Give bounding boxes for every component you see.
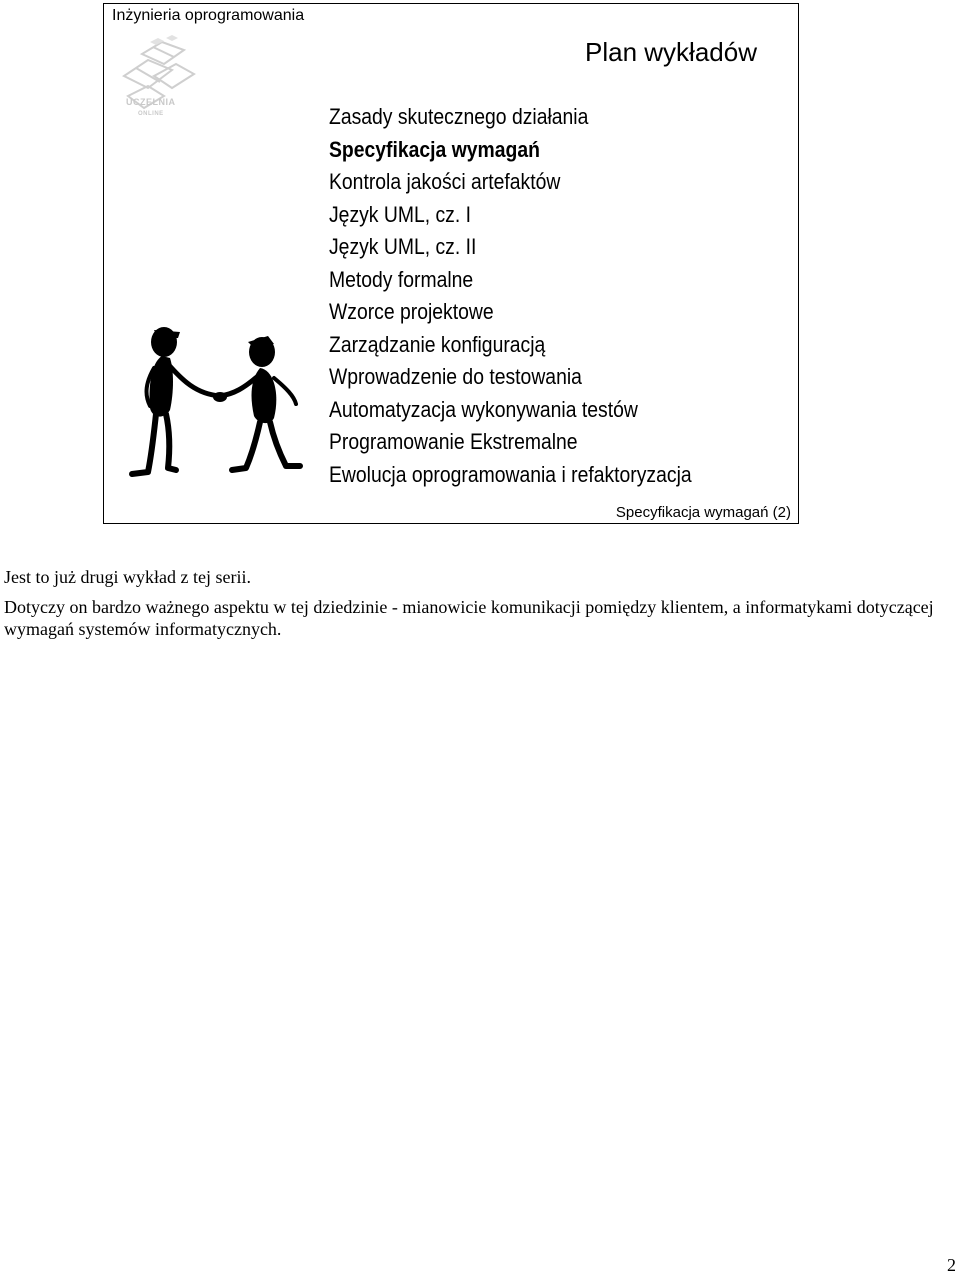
lecture-item: Programowanie Ekstremalne: [329, 429, 578, 454]
lecture-item: Zarządzanie konfiguracją: [329, 331, 546, 357]
speaker-notes: [4, 566, 934, 648]
slide-frame: [103, 3, 799, 524]
notes-paragraph: Jest to już drugi wykład z tej serii.: [4, 567, 251, 587]
slide-title: Plan wykładów: [585, 37, 757, 67]
logo-name: UCZELNIA: [126, 97, 176, 107]
course-title: Inżynieria oprogramowania: [112, 7, 305, 24]
lecture-item: Zasady skutecznego działania: [329, 104, 589, 129]
handshake-figures-icon: [124, 322, 324, 482]
lecture-item-current: Specyfikacja wymagań: [329, 136, 540, 162]
lecture-item: Ewolucja oprogramowania i refaktoryzacja: [329, 461, 692, 487]
logo-subname: ONLINE: [138, 111, 164, 117]
notes-paragraph: Dotyczy on bardzo ważnego aspektu w tej dziedzinie - mianowicie komunikacji pomiędzy klientem, a informatykami dotyczącej wymagań systemów informatycznych.: [4, 597, 934, 639]
lecture-item: Kontrola jakości artefaktów: [329, 169, 561, 194]
slide-footer: Specyfikacja wymagań (2): [615, 504, 791, 521]
lecture-item: Język UML, cz. II: [329, 234, 477, 259]
logo-text: [126, 97, 176, 117]
lecture-item: Wprowadzenie do testowania: [329, 364, 582, 389]
lecture-item: Język UML, cz. I: [329, 201, 471, 227]
lecture-item: Metody formalne: [329, 266, 474, 292]
lecture-list: [329, 101, 692, 491]
lecture-item: Automatyzacja wykonywania testów: [329, 396, 638, 422]
lecture-item: Wzorce projektowe: [329, 299, 494, 324]
page-number: 2: [947, 1255, 956, 1275]
